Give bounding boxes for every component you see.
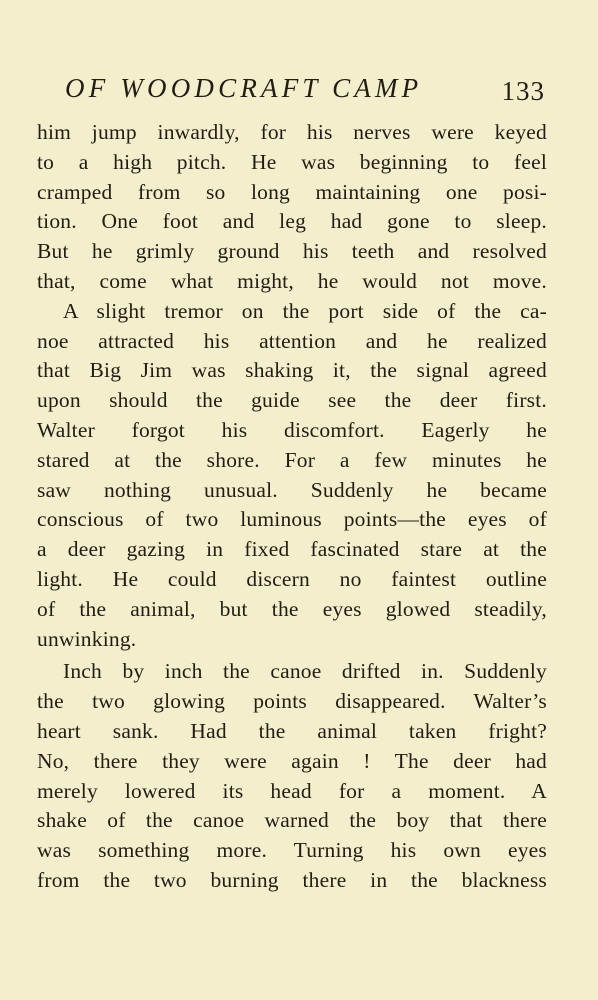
page-number: 133: [501, 76, 545, 106]
text-line: that, come what might, he would not move.: [37, 268, 547, 293]
text-line: unwinking.: [37, 626, 137, 651]
text-line: a deer gazing in fixed fascinated stare at the: [37, 537, 547, 562]
text-line: Inch by inch the canoe drifted in. Suddenly: [63, 659, 547, 684]
text-line: of the animal, but the eyes glowed steadily,: [37, 596, 547, 621]
text-line: heart sank. Had the animal taken fright?: [37, 718, 547, 743]
text-line: noe attracted his attention and he realized: [37, 328, 547, 353]
running-title: OF WOODCRAFT CAMP: [65, 73, 423, 103]
text-line: the two glowing points disappeared. Walter’s: [37, 689, 547, 714]
paragraph-2: [37, 297, 547, 655]
paragraph-3: [37, 657, 547, 895]
text-line: saw nothing unusual. Suddenly he became: [37, 477, 547, 502]
text-line: from the two burning there in the blackness: [37, 867, 547, 892]
text-line: was something more. Turning his own eyes: [37, 838, 547, 863]
text-line: No, there they were again ! The deer had: [37, 748, 547, 773]
text-line: that Big Jim was shaking it, the signal agreed: [37, 358, 547, 383]
text-line: shake of the canoe warned the boy that there: [37, 808, 547, 833]
text-line: to a high pitch. He was beginning to feel: [37, 149, 547, 174]
text-line: light. He could discern no faintest outline: [37, 566, 547, 591]
text-line: But he grimly ground his teeth and resolved: [37, 239, 547, 264]
text-line: merely lowered its head for a moment. A: [37, 778, 547, 803]
text-line: upon should the guide see the deer first.: [37, 388, 547, 413]
text-line: him jump inwardly, for his nerves were keyed: [37, 120, 547, 144]
running-head: [65, 72, 545, 108]
text-line: A slight tremor on the port side of the ca-: [63, 298, 547, 323]
text-line: conscious of two luminous points—the eyes of: [37, 507, 547, 532]
paragraph-1: [37, 118, 547, 297]
text-line: Walter forgot his discomfort. Eagerly he: [37, 417, 547, 442]
text-line: cramped from so long maintaining one posi-: [37, 179, 547, 204]
body-text: [37, 118, 547, 896]
text-line: tion. One foot and leg had gone to sleep.: [37, 209, 547, 234]
text-line: stared at the shore. For a few minutes he: [37, 447, 547, 472]
